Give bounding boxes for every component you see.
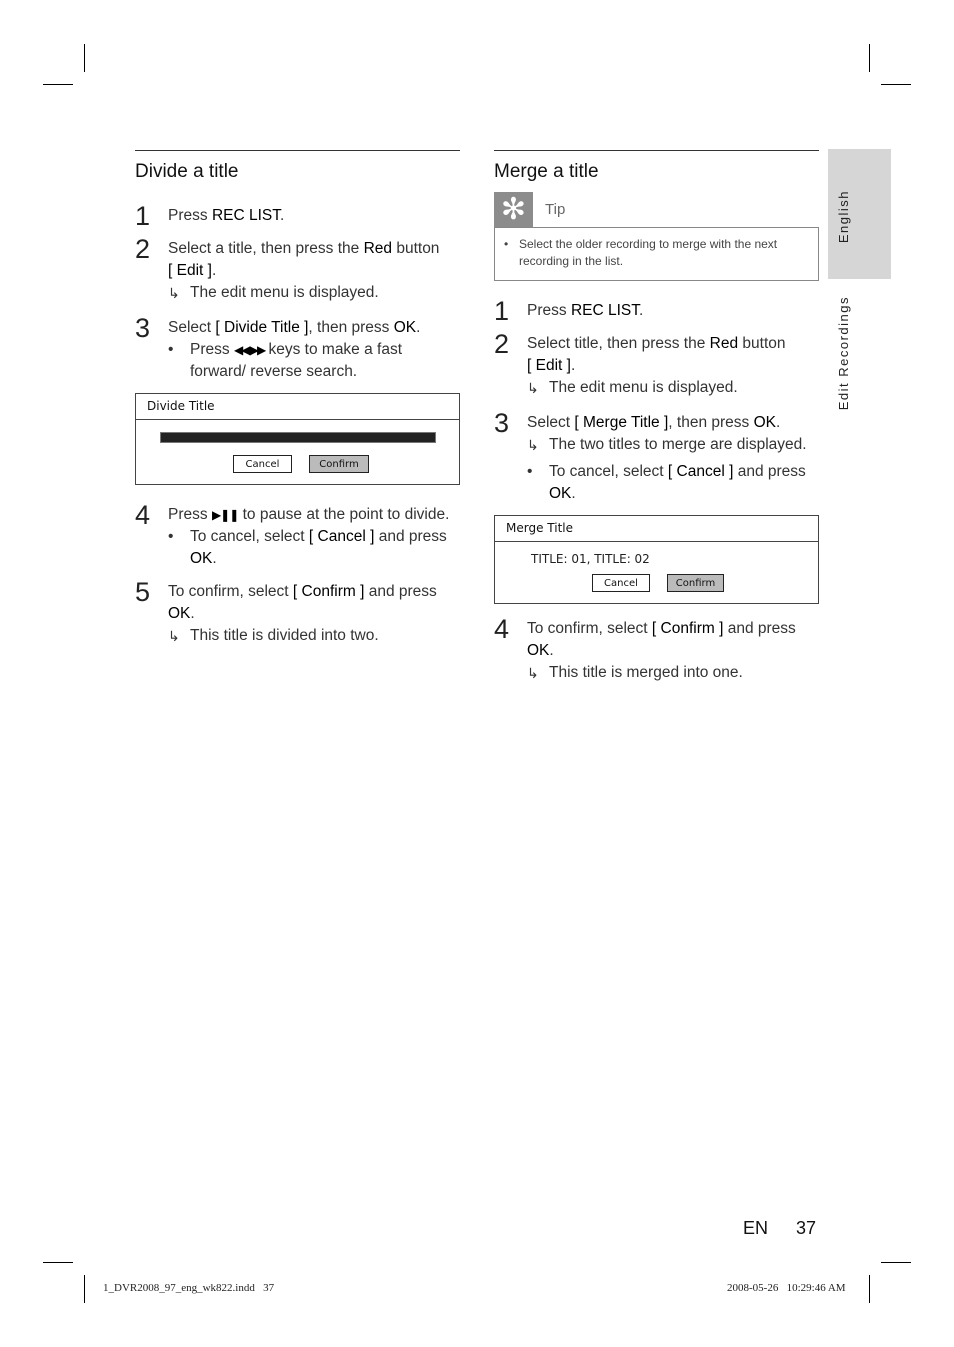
result-arrow-icon: ↳	[527, 380, 539, 396]
page-lang: EN	[743, 1218, 769, 1238]
confirm-button[interactable]: Confirm	[309, 455, 369, 473]
footer-timestamp: 2008-05-26 10:29:46 AM	[727, 1282, 846, 1294]
crop-mark	[881, 1262, 911, 1263]
section-label: Edit Recordings	[836, 296, 851, 411]
result-arrow-icon: ↳	[527, 665, 539, 681]
step-number: 4	[494, 614, 510, 644]
step-number: 1	[135, 201, 151, 231]
bullet-icon: •	[527, 463, 533, 480]
dialog-title: Divide Title	[136, 394, 459, 420]
step-number: 3	[494, 408, 510, 438]
bullet-icon: •	[168, 528, 174, 545]
step-result: ↳ This title is divided into two.	[168, 625, 460, 647]
bullet-icon: •	[504, 237, 509, 251]
merge-title-dialog	[494, 515, 819, 604]
language-label: English	[836, 190, 851, 244]
step-result: ↳ This title is merged into one.	[527, 662, 819, 684]
section-heading: Divide a title	[135, 161, 239, 182]
step-bullet: • Press ◀◀ ▶▶ keys to make a fast forward/ reverse search.	[168, 341, 403, 380]
merge-title-section	[494, 150, 819, 684]
step-4: 4 To confirm, select [ Confirm ] and press OK. ↳ This title is merged into one.	[494, 618, 819, 684]
step-result: ↳ The edit menu is displayed.	[527, 377, 819, 399]
page-number	[743, 1218, 816, 1239]
crop-mark	[43, 84, 73, 85]
crop-mark	[84, 1275, 85, 1303]
section-heading: Merge a title	[494, 161, 599, 182]
step-4: 4 Press ▶❚❚ to pause at the point to divide. • To cancel, select [ Cancel ] and press OK.	[135, 504, 460, 570]
step-3: 3 Select [ Merge Title ], then press OK. ↳ The two titles to merge are displayed. • To cancel, select [ Cancel ] and press OK.	[494, 412, 819, 505]
section-rule	[135, 150, 460, 151]
step-result: ↳ The two titles to merge are displayed.	[527, 434, 819, 456]
step-1: 1 Press REC LIST.	[135, 201, 285, 231]
crop-mark	[881, 84, 911, 85]
page-num: 37	[796, 1218, 817, 1238]
step-result: ↳ The edit menu is displayed.	[168, 282, 460, 304]
footer-file: 1_DVR2008_97_eng_wk822.indd 37	[103, 1282, 275, 1294]
step-2: 2 Select title, then press the Red button [ Edit ]. ↳ The edit menu is displayed.	[494, 333, 819, 399]
tip-header	[494, 192, 819, 227]
crop-mark	[84, 44, 85, 72]
progress-bar[interactable]	[160, 432, 436, 443]
step-bullet: • To cancel, select [ Cancel ] and press OK.	[527, 463, 806, 502]
crop-mark	[43, 1262, 73, 1263]
divide-title-dialog	[135, 393, 460, 485]
step-number: 1	[494, 296, 510, 326]
result-arrow-icon: ↳	[527, 437, 539, 453]
cancel-button[interactable]: Cancel	[233, 455, 292, 473]
tip-label: Tip	[545, 201, 566, 218]
crop-mark	[869, 1275, 870, 1303]
step-bullet: • To cancel, select [ Cancel ] and press OK.	[168, 528, 447, 567]
step-number: 4	[135, 500, 151, 530]
step-3: 3 Select [ Divide Title ], then press OK. • Press ◀◀ ▶▶ keys to make a fast forward/ reverse search.	[135, 317, 460, 383]
result-arrow-icon: ↳	[168, 285, 180, 301]
step-5: 5 To confirm, select [ Confirm ] and press OK. ↳ This title is divided into two.	[135, 581, 460, 647]
step-2: 2 Select a title, then press the Red button [ Edit ]. ↳ The edit menu is displayed.	[135, 238, 460, 304]
divide-title-section	[135, 150, 460, 647]
rewind-forward-icon: ◀◀ ▶▶	[233, 343, 265, 357]
crop-mark	[869, 44, 870, 72]
dialog-title: Merge Title	[495, 516, 818, 542]
dialog-info: TITLE: 01, TITLE: 02	[531, 552, 650, 566]
step-number: 5	[135, 577, 151, 607]
step-number: 2	[135, 234, 151, 264]
step-1: 1 Press REC LIST.	[494, 296, 644, 326]
confirm-button[interactable]: Confirm	[667, 574, 724, 592]
play-pause-icon: ▶❚❚	[211, 508, 239, 522]
bullet-icon: •	[168, 341, 174, 358]
tip-box: • Select the older recording to merge with the next recording in the list.	[494, 227, 819, 281]
result-arrow-icon: ↳	[168, 628, 180, 644]
step-number: 3	[135, 313, 151, 343]
tip-icon: ✻	[494, 192, 533, 227]
cancel-button[interactable]: Cancel	[592, 574, 650, 592]
section-rule	[494, 150, 819, 151]
step-number: 2	[494, 329, 510, 359]
